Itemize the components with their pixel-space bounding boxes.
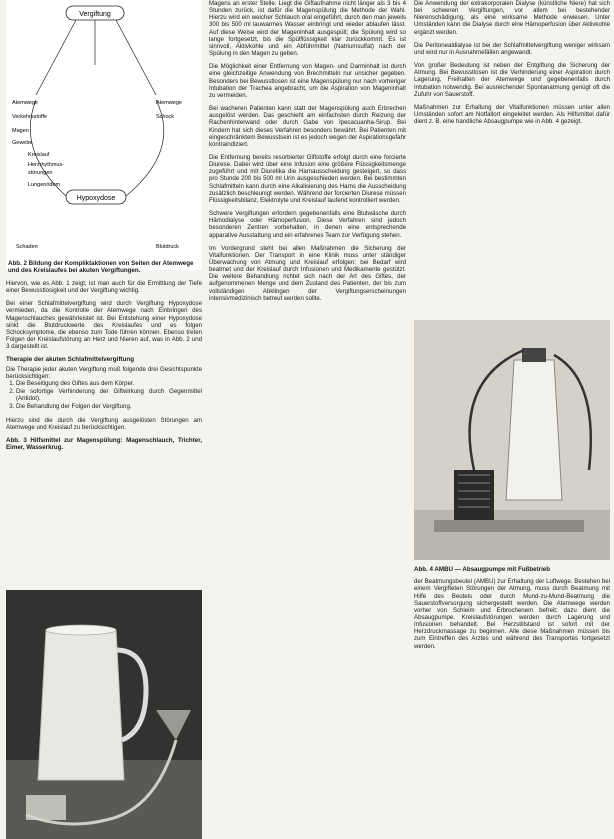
right-label-1: Schock bbox=[156, 114, 175, 120]
left-label-6: störungen bbox=[28, 170, 53, 176]
figure4-caption: Abb. 4 AMBU — Absaugpumpe mit Fußbetrieb bbox=[414, 566, 551, 573]
left-label-1: Verkehrsstoffe bbox=[12, 114, 48, 120]
pump-photo-svg bbox=[414, 320, 610, 560]
therapy-list-item: 1. Die Beseitigung des Giftes aus dem Körper. bbox=[16, 380, 202, 387]
col2-paragraph: Magens an erster Stelle. Liegt die Giftaufnahme nicht länger als 3 bis 4 Stunden zurück, ist dafür die Magenspülung die Methode der Wahl. Hierzu wird ein weicher Schlauch oral eingeführt, durch den man jeweils 300 bis 500 ml lauwarmes Wasser einbringt und wieder ablaufen lässt. Auf diese Weise wird der Mageninhalt ausgespült; die Spülung wird so lange fortgesetzt, bis die Spülflüssigkeit klar zurückkommt. Es ist sinnvoll, Aktivkohle und ein Abführmittel (Natriumsulfat) nach der Spülung in den Magen zu geben. bbox=[209, 0, 406, 58]
col2-paragraph: Im Vordergrund steht bei allen Maßnahmen die Sicherung der Vitalfunktionen. Der Transport in eine Klinik muss unter ständiger Überwachung von Atmung und Kreislauf erfolgen; bei Bedarf wird beatmet und der Kreislauf durch Infusionen und Medikamente gestützt. Die weitere Behandlung richtet sich nach der Art des Giftes, der aufgenommenen Menge und dem Zustand des Patienten, der bis zum vollständigen Abklingen der Vergiftungserscheinungen intensivmedizinisch betreut werden sollte. bbox=[209, 244, 406, 302]
col1-paragraph: Hiervon, wie es Abb. 1 zeigt, ist man auch für die Ermittlung der Tiefe einer Bewusstlosigkeit und der Vergiftung wichtig. bbox=[6, 280, 202, 295]
col2-paragraph: Die Möglichkeit einer Entfernung von Magen- und Darminhalt ist durch eine gleichzeitige Anwendung von Brechmitteln nur unsicher gegeben. Besonders bei Bewusstlosen ist eine Magenspülung nur nach vorheriger Intubation der Trachea angebracht, um die Aspiration von Mageninhalt zu vermeiden. bbox=[209, 63, 406, 99]
diagram-svg bbox=[6, 0, 202, 255]
col3-paragraph: Die Peritonealdialyse ist bei der Schlafmittelvergiftung weniger wirksam und wird nur in Ausnahmefällen angewandt. bbox=[414, 41, 610, 56]
pump-base bbox=[434, 520, 584, 532]
column-1 bbox=[6, 280, 202, 456]
therapy-list-item: 3. Die Behandlung der Folgen der Vergiftung. bbox=[16, 403, 202, 410]
right-label-0: Atemwege bbox=[156, 100, 182, 106]
left-label-2: Magen bbox=[12, 128, 29, 134]
figure-suction-pump-photo bbox=[414, 320, 610, 560]
col2-paragraph: Schwere Vergiftungen erfordern gegebenenfalls eine Blutwäsche durch Hämodialyse oder Hämoperfusion. Diese Verfahren sind jedoch besonderen Zentren vorbehalten, in denen eine entsprechende apparative Ausstattung und ein erfahrenes Team zur Verfügung stehen. bbox=[209, 210, 406, 239]
figure-complications-diagram bbox=[6, 0, 202, 275]
figure-lavage-photo bbox=[6, 590, 202, 839]
col2-paragraph: Die Entfernung bereits resorbierter Giftstoffe erfolgt durch eine forcierte Diurese. Dabei wird über eine Infusion eine größere Flüssigkeitsmenge zugeführt und mit Diuretika die Harnausscheidung gesteigert, so dass pro Stunde 200 bis 500 ml Urin ausgeschieden werden. Bei bestimmten Schlafmitteln kann durch eine Alkalisierung des Harns die Ausscheidung zusätzlich beschleunigt werden. Während der forcierten Diurese müssen Flüssigkeitsbilanz, Elektrolyte und Kreislauf laufend kontrolliert werden. bbox=[209, 153, 406, 204]
left-label-4: Kreislauf bbox=[28, 152, 50, 158]
left-bottom-label: Schaden bbox=[16, 244, 38, 250]
foot-bellows bbox=[454, 470, 494, 520]
node-bottom-label: Hypoxydose bbox=[76, 195, 116, 202]
col2-paragraph: Bei wacheren Patienten kann statt der Magenspülung auch Erbrechen ausgelöst werden. Das geschieht am einfachsten durch Reizung der Rachenhinterwand oder durch Gabe von Ipecacuanha-Sirup. Bei Kindern hat sich dieses Verfahren besonders bewährt. Bei Patienten mit eingeschränktem Bewusstsein ist es jedoch wegen der Aspirationsgefahr kontraindiziert. bbox=[209, 105, 406, 148]
measuring-jug bbox=[38, 630, 124, 780]
col1-paragraph: Bei einer Schlafmittelvergiftung wird durch Vergiftung Hypoxydose vermieden, da die Kontrolle der Atemwege nach Einbringen des Magenschlauches gewährleistet ist. Bei Entstehung einer Hypoxydose sinkt die Blutdruckwerte des Kreislaufes und es folgen Schocksymptome, die ebenso zum Tode führen können. Ebenso treten Folgen der Kreislaufstörung an Herz und Nieren auf, was in Abb. 2 und 3 dargestellt ist. bbox=[6, 300, 202, 351]
column-2 bbox=[209, 0, 406, 308]
edge-left bbox=[36, 20, 76, 95]
col3-paragraph: Die Anwendung der extrakorporalen Dialyse (künstliche Niere) hat sich bei schweren Vergiftungen, vor allem bei bestehender Nierenschädigung, als eine wirksame Methode erwiesen. Unter Umständen kann die Dialyse durch eine Hämoperfusion über Aktivkohle ergänzt werden. bbox=[414, 0, 610, 36]
lavage-photo-svg bbox=[6, 590, 202, 839]
edge-right bbox=[116, 20, 156, 95]
figure1-caption: Abb. 2 Bildung der Kompliktaktionen von Seiten der Atemwege und des Kreislaufes bei akuten Vergiftungen. bbox=[8, 260, 194, 275]
col3-paragraph-after: der Beatmungsbeutel (AMBU) zur Erhaltung der Luftwege. Bestehen bei einem Vergifteten Störungen der Atmung, muss durch Beatmung mit Hilfe des Beutels oder durch Mund-zu-Mund-Beatmung die Sauerstoffversorgung sichergestellt werden. Die Atemwege werden vorher von Schleim und Erbrochenem befreit; dazu dient die Absaugpumpe. Kreislaufstörungen werden durch Lagerung und Infusionen behandelt. Bei Herzstillstand ist sofort mit der Herzdruckmassage zu beginnen. Alle diese Maßnahmen müssen bis zum Eintreffen des Arztes und während des Transportes fortgesetzt werden. bbox=[414, 578, 610, 650]
left-label-7: Lungenödem bbox=[28, 182, 61, 188]
left-label-5: Herzrhythmus- bbox=[28, 162, 65, 168]
col3-paragraph: Von großer Bedeutung ist neben der Entgiftung die Sicherung der Atmung. Bei Bewusstlosen ist die Verhinderung einer Aspiration durch Lagerung, Freihalten der Atemwege und gegebenenfalls durch Intubation notwendig. Bei ausreichender Spontanatmung genügt oft die Zufuhr von Sauerstoff. bbox=[414, 62, 610, 98]
left-label-3: Gewebe bbox=[12, 140, 33, 146]
column-3-bottom bbox=[414, 566, 610, 656]
bottle-cap bbox=[522, 348, 546, 362]
figure2-caption: Abb. 3 Hilfsmittel zur Magenspülung: Magenschlauch, Trichter, Eimer, Wasserkrug. bbox=[6, 436, 202, 452]
col3-paragraph: Maßnahmen zur Erhaltung der Vitalfunktionen müssen unter allen Umständen sofort am Notfallort eingeleitet werden. Als Hilfsmittel dafür dient z. B. eine handliche Absaugpumpe wie in Abb. 4 gezeigt. bbox=[414, 103, 610, 126]
right-bottom-label: Blutdruck bbox=[156, 244, 179, 250]
node-top-label: Vergiftung bbox=[79, 11, 111, 18]
therapy-heading: Therapie der akuten Schlafmittelvergiftung bbox=[6, 356, 135, 364]
column-3-top bbox=[414, 0, 610, 131]
collection-bottle bbox=[506, 360, 562, 500]
therapy-intro: Die Therapie jeder akuten Vergiftung muß folgende drei Gesichtspunkte berücksichtigen: bbox=[6, 365, 202, 380]
therapy-list-item: 2. Die sofortige Verhinderung der Giftwirkung durch Gegenmittel (Antidot). bbox=[16, 388, 202, 402]
therapy-list bbox=[6, 380, 202, 411]
left-label-0: Atemwege bbox=[12, 100, 38, 106]
therapy-outro: Hierzu sind die durch die Vergiftung ausgelösten Störungen am Atemwege und Kreislauf zu berücksichtigen. bbox=[6, 416, 202, 431]
